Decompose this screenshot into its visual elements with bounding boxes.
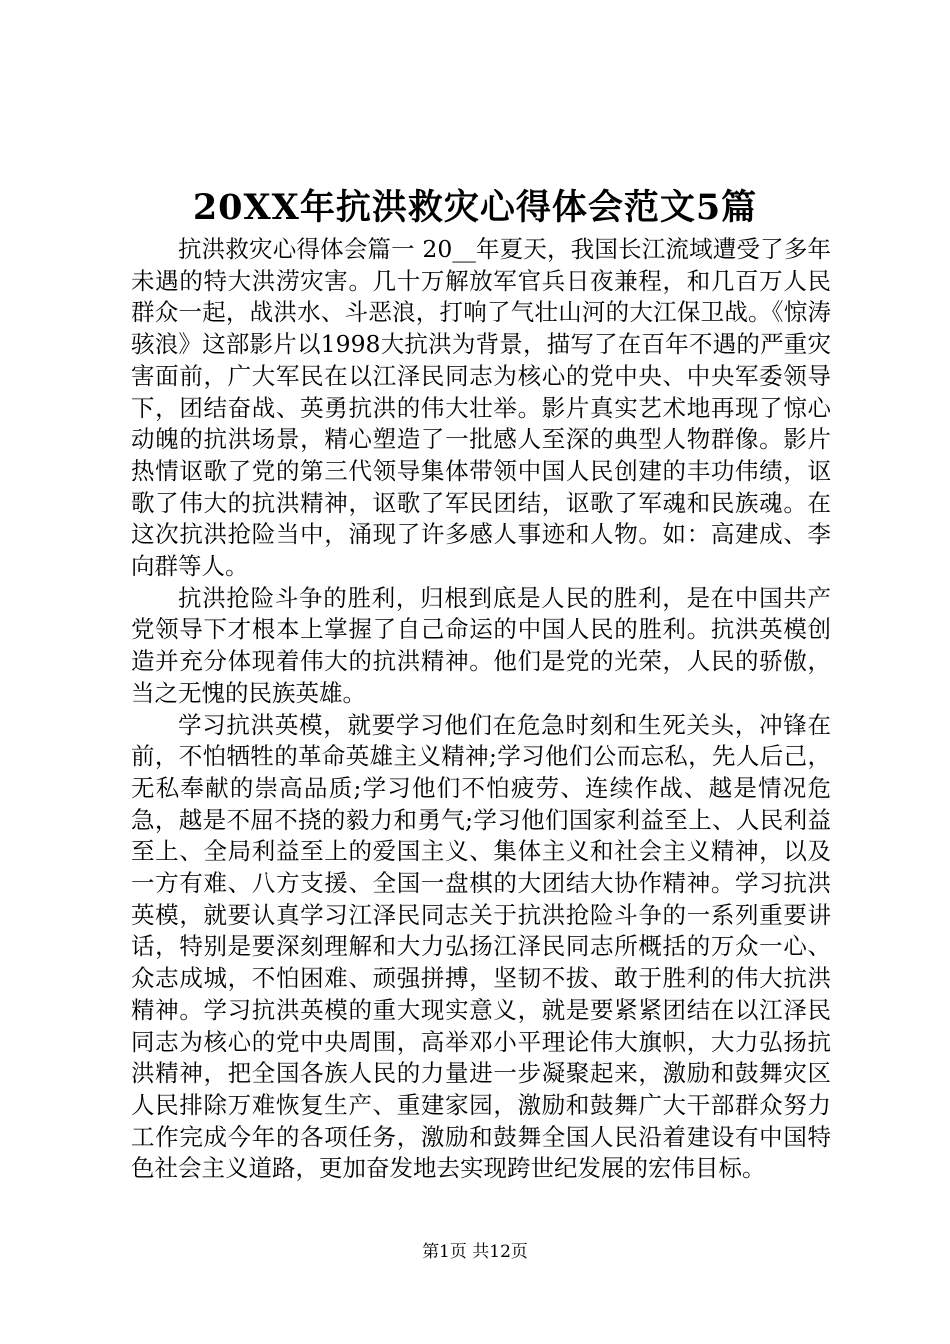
document-body xyxy=(131,234,831,1185)
document-title: 20XX年抗洪救灾心得体会范文5篇 xyxy=(192,187,758,228)
body-paragraph: 学习抗洪英模，就要学习他们在危急时刻和生死关头，冲锋在前，不怕牺牲的革命英雄主义精神;学习他们公而忘私，先人后己，无私奉献的崇高品质;学习他们不怕疲劳、连续作战、越是情况危急，越是不屈不挠的毅力和勇气;学习他们国家利益至上、人民利益至上、全局利益至上的爱国主义、集体主义和社会主义精神，以及一方有难、八方支援、全国一盘棋的大团结大协作精神。学习抗洪英模，就要认真学习江泽民同志关于抗洪抢险斗争的一系列重要讲话，特别是要深刻理解和大力弘扬江泽民同志所概括的万众一心、众志成城，不怕困难、顽强拼搏，坚韧不拔、敢于胜利的伟大抗洪精神。学习抗洪英模的重大现实意义，就是要紧紧团结在以江泽民同志为核心的党中央周围，高举邓小平理论伟大旗帜，大力弘扬抗洪精神，把全国各族人民的力量进一步凝聚起来，激励和鼓舞灾区人民排除万难恢复生产、重建家园，激励和鼓舞广大干部群众努力工作完成今年的各项任务，激励和鼓舞全国人民沿着建设有中国特色社会主义道路，更加奋发地去实现跨世纪发展的宏伟目标。 xyxy=(131,710,831,1183)
page-number-footer: 第1页 共12页 xyxy=(422,1242,528,1262)
body-paragraph: 抗洪救灾心得体会篇一 20__年夏天，我国长江流域遭受了多年未遇的特大洪涝灾害。几十万解放军官兵日夜兼程，和几百万人民群众一起，战洪水、斗恶浪，打响了气壮山河的大江保卫战。《惊涛骇浪》这部影片以1998大抗洪为背景，描写了在百年不遇的严重灾害面前，广大军民在以江泽民同志为核心的党中央、中央军委领导下，团结奋战、英勇抗洪的伟大壮举。影片真实艺术地再现了惊心动魄的抗洪场景，精心塑造了一批感人至深的典型人物群像。影片热情讴歌了党的第三代领导集体带领中国人民创建的丰功伟绩，讴歌了伟大的抗洪精神，讴歌了军民团结，讴歌了军魂和民族魂。在这次抗洪抢险当中，涌现了许多感人事迹和人物。如：高建成、李向群等人。 xyxy=(131,235,831,581)
body-paragraph: 抗洪抢险斗争的胜利，归根到底是人民的胜利，是在中国共产党领导下才根本上掌握了自己命运的中国人民的胜利。抗洪英模创造并充分体现着伟大的抗洪精神。他们是党的光荣，人民的骄傲，当之无愧的民族英雄。 xyxy=(131,583,831,707)
